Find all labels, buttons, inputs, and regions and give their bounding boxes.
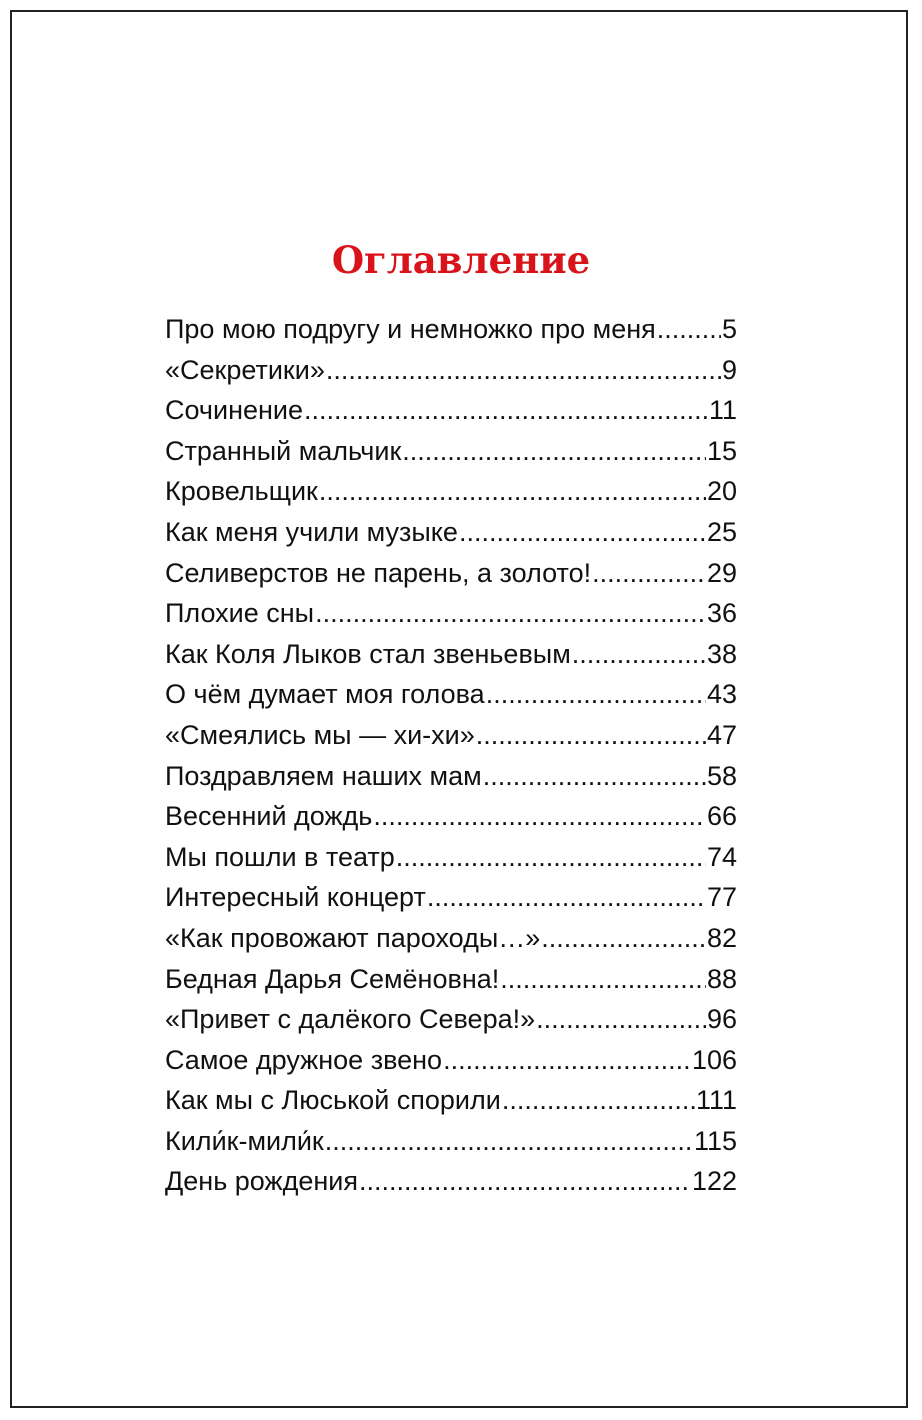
toc-entry-title: Селиверстов не парень, а золото! [165, 557, 592, 588]
toc-entry[interactable] [165, 634, 737, 675]
toc-leader-dots [315, 593, 706, 634]
toc-leader-dots [373, 796, 706, 837]
toc-entry-title: Про мою подругу и немножко про меня [165, 314, 656, 344]
toc-leader-dots [500, 959, 706, 1000]
toc-leader-dots [572, 634, 706, 675]
toc-entry[interactable] [165, 959, 737, 1000]
toc-entry[interactable] [165, 350, 737, 391]
toc-entry-title: «Привет с далёкого Севера!» [165, 1004, 536, 1035]
toc-entry[interactable] [165, 756, 737, 797]
toc-entry[interactable] [165, 1121, 737, 1162]
toc-leader-dots [592, 553, 706, 594]
toc-leader-dots [319, 471, 706, 512]
toc-entry[interactable] [165, 877, 737, 918]
toc-entry-page: 47 [706, 719, 737, 750]
toc-entry-title: Поздравляем наших мам [165, 760, 482, 791]
toc-leader-dots [541, 918, 706, 959]
toc-entry-title: Самое дружное звено [165, 1044, 443, 1075]
toc-title: Оглавление [331, 238, 591, 282]
toc-entry[interactable] [165, 309, 737, 350]
toc-entry[interactable] [165, 1040, 737, 1081]
toc-leader-dots [502, 1080, 695, 1121]
toc-entry[interactable] [165, 512, 737, 553]
toc-entry[interactable] [165, 431, 737, 472]
toc-entry-page: 74 [706, 841, 737, 872]
toc-entry-page: 9 [721, 354, 737, 385]
toc-entry[interactable] [165, 796, 737, 837]
toc-entry-title: Кровельщик [165, 476, 318, 507]
toc-leader-dots [476, 715, 706, 756]
toc-entry-title: «Секретики» [165, 354, 325, 385]
toc-leader-dots [325, 1121, 693, 1162]
toc-leader-dots [486, 674, 706, 715]
toc-entry[interactable] [165, 1161, 737, 1202]
toc-entry-title: День рождения [165, 1166, 358, 1197]
toc-entry[interactable] [165, 837, 737, 878]
toc-leader-dots [459, 512, 706, 553]
toc-entry-title: О чём думает моя голова [165, 679, 485, 710]
toc-entry-title: Странный мальчик [165, 435, 402, 466]
toc-entry[interactable] [165, 390, 737, 431]
toc-leader-dots [427, 877, 706, 918]
toc-leader-dots [402, 431, 706, 472]
toc-entry-title: «Как провожают пароходы…» [165, 922, 541, 953]
toc-entry-page: 58 [706, 760, 737, 791]
toc-leader-dots [443, 1040, 691, 1081]
toc-entry-page: 66 [706, 801, 737, 832]
toc-entry-page: 77 [706, 882, 737, 913]
toc-leader-dots [326, 350, 721, 391]
toc-entry-title: Мы пошли в театр [165, 841, 395, 872]
toc-entry-title: Интересный концерт [165, 882, 426, 913]
toc-list [165, 309, 737, 1202]
toc-entry[interactable] [165, 918, 737, 959]
toc-entry-page: 122 [691, 1166, 737, 1197]
toc-entry-page: 5 [721, 314, 737, 344]
toc-leader-dots [657, 309, 721, 350]
toc-entry-title: Бедная Дарья Семёновна! [165, 963, 500, 994]
toc-entry-page: 15 [706, 435, 737, 466]
toc-entry-page: 11 [708, 395, 737, 426]
toc-entry-page: 88 [706, 963, 737, 994]
toc-leader-dots [536, 999, 706, 1040]
toc-entry-title: Плохие сны [165, 598, 315, 629]
toc-entry[interactable] [165, 553, 737, 594]
toc-entry[interactable] [165, 593, 737, 634]
toc-entry-title: Весенний дождь [165, 801, 373, 832]
toc-leader-dots [396, 837, 706, 878]
toc-leader-dots [359, 1161, 691, 1202]
toc-entry-page: 36 [706, 598, 737, 629]
toc-entry-page: 106 [691, 1044, 737, 1075]
toc-entry[interactable] [165, 1080, 737, 1121]
toc-entry-page: 82 [706, 922, 737, 953]
toc-entry-page: 115 [693, 1125, 737, 1156]
toc-entry[interactable] [165, 999, 737, 1040]
toc-entry[interactable] [165, 715, 737, 756]
toc-entry-page: 38 [706, 638, 737, 669]
toc-entry-title: Кили́к-мили́к [165, 1125, 324, 1156]
toc-entry-page: 43 [706, 679, 737, 710]
toc-entry-title: Как Коля Лыков стал звеньевым [165, 638, 571, 669]
toc-entry-page: 96 [706, 1004, 737, 1035]
toc-entry-page: 25 [706, 516, 737, 547]
toc-entry-page: 20 [706, 476, 737, 507]
toc-entry[interactable] [165, 471, 737, 512]
toc-entry-page: 111 [695, 1085, 737, 1116]
toc-leader-dots [483, 756, 706, 797]
toc-leader-dots [304, 390, 708, 431]
toc-entry-title: Сочинение [165, 395, 304, 426]
toc-entry-title: «Смеялись мы — хи-хи» [165, 719, 475, 750]
toc-entry-title: Как меня учили музыке [165, 516, 458, 547]
toc-entry-title: Как мы с Люськой спорили [165, 1085, 501, 1116]
toc-entry[interactable] [165, 674, 737, 715]
toc-entry-page: 29 [706, 557, 737, 588]
